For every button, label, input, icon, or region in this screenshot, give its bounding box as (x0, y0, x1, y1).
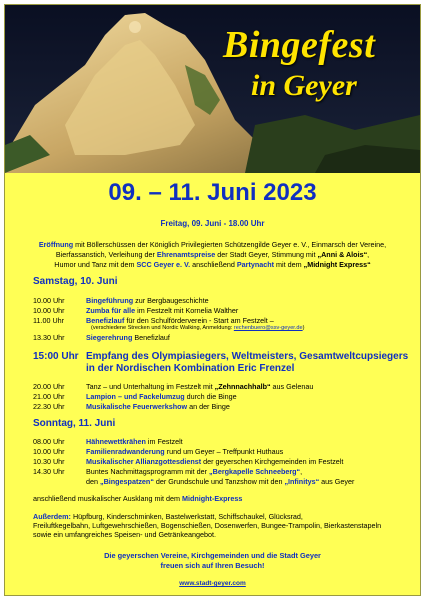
header-photo-banner (5, 5, 420, 173)
extras-block (33, 512, 418, 539)
extras-line-3: sowie ein umfangreiches Speisen- und Getränkeangebot. (33, 530, 216, 539)
sunday-heading: Sonntag, 11. Juni (33, 418, 116, 429)
footer-greeting (5, 551, 420, 570)
extras-line-2: Freiluftkegelbahn, Luftgewehrschießen, Bogenschießen, Dosenwerfen, Bungee-Trampolin, Bierkastenstapeln (33, 521, 382, 530)
festival-title: Bingefest (223, 24, 376, 66)
friday-heading: Freitag, 09. Juni - 18.00 Uhr (160, 219, 265, 228)
friday-line-1: Eröffnung mit Böllerschüssen der Königlich Privilegierten Schützengilde Geyer e. V., Einmarsch der Vereine, (38, 240, 387, 249)
website-link[interactable]: www.stadt-geyer.com (179, 580, 246, 587)
registration-email-link[interactable]: rechenbuero@ssv-geyer.de (233, 325, 303, 331)
festival-poster: Bingefest in Geyer 09. – 11. Juni 2023 Freitag, 09. Juni - 18.00 Uhr Eröffnung mit Böllerschüssen der Königlich Privilegierten Schützengilde Geyer e. V., Einmarsch der Vereine, Bierfassanstich, Verleihung der Ehrenamtspreise der Stadt Geyer, Stimmung mit „Anni & Alois“, Humor und Tanz mit dem SCC Geyer e. V. anschließend Partynacht mit dem „Midnight Express“ Samstag, 10. Juni 10.00 Uhr Bingeführung zur Bergbaugeschichte 10.00 Uhr Zumba für alle im Festzelt mit Kornelia Walther 11.00 Uhr Benefizlauf für den Schulförderverein - Start am Festzelt – (verschiedene Strecken und Nordic Walking, Anmeldung: rechenbuero@ssv-geyer.de) 13.30 Uhr Siegerehrung Benefizlauf 15:00 Uhr Empfang des Olympiasiegers, Weltmeisters, Gesamtweltcupsiegers in der Nordischen Kombination Eric Frenzel 20.00 Uhr Tanz – und Unterhaltung im Festzelt mit „Zehnnachhalb“ aus Gelenau 21.00 Uhr Lampion – und Fackelumzug durch die Binge 22.30 Uhr Musikalische Feuerwerkshow an der Binge Sonntag, 11. Juni 08.00 Uhr Hähnewettkrähen im Festzelt 10.00 Uhr Familienradwanderung rund um Geyer – Treffpunkt Huthaus 10.30 Uhr Musikalischer Allianzgottesdienst der geyerschen Kirchgemeinden im Festzelt 14.30 Uhr Buntes Nachmittagsprogramm mit der „Bergkapelle Schneeberg“, den „Bingespatzen“ der Grundschule und Tanzshow mit den „Infinitys“ aus Geyer anschließend musikalischer Ausklang mit dem Midnight-Express Außerdem: Hüpfburg, Kinderschminken, Bastelwerkstatt, Schiffschaukel, Glücksrad, Freiluftkegelbahn, Luftgewehrschießen, Bogenschießen, Dosenwerfen, Bungee-Trampolin, Bierkastenstapeln sowie ein umfangreiches Speisen- und Getränkeangebot. Die geyerschen Vereine, Kirchgemeinden und die Stadt Geyer freuen sich auf Ihren Besuch! www.stadt-geyer.com (4, 4, 421, 596)
friday-line-3: Humor und Tanz mit dem SCC Geyer e. V. anschließend Partynacht mit dem „Midnight Express“ (54, 260, 371, 269)
friday-line-2: Bierfassanstich, Verleihung der Ehrenamtspreise der Stadt Geyer, Stimmung mit „Anni & Alois“, (55, 250, 370, 259)
extras-line-1: Außerdem: Hüpfburg, Kinderschminken, Bastelwerkstatt, Schiffschaukel, Glücksrad, (33, 512, 303, 521)
footer-line-2: freuen sich auf Ihren Besuch! (160, 560, 265, 570)
saturday-heading: Samstag, 10. Juni (33, 276, 118, 287)
festival-location: in Geyer (251, 69, 357, 102)
date-range: 09. – 11. Juni 2023 (108, 179, 317, 206)
closing-line: anschließend musikalischer Ausklang mit dem Midnight-Express (33, 494, 243, 503)
footer-line-1: Die geyerschen Vereine, Kirchgemeinden und die Stadt Geyer (104, 551, 321, 560)
